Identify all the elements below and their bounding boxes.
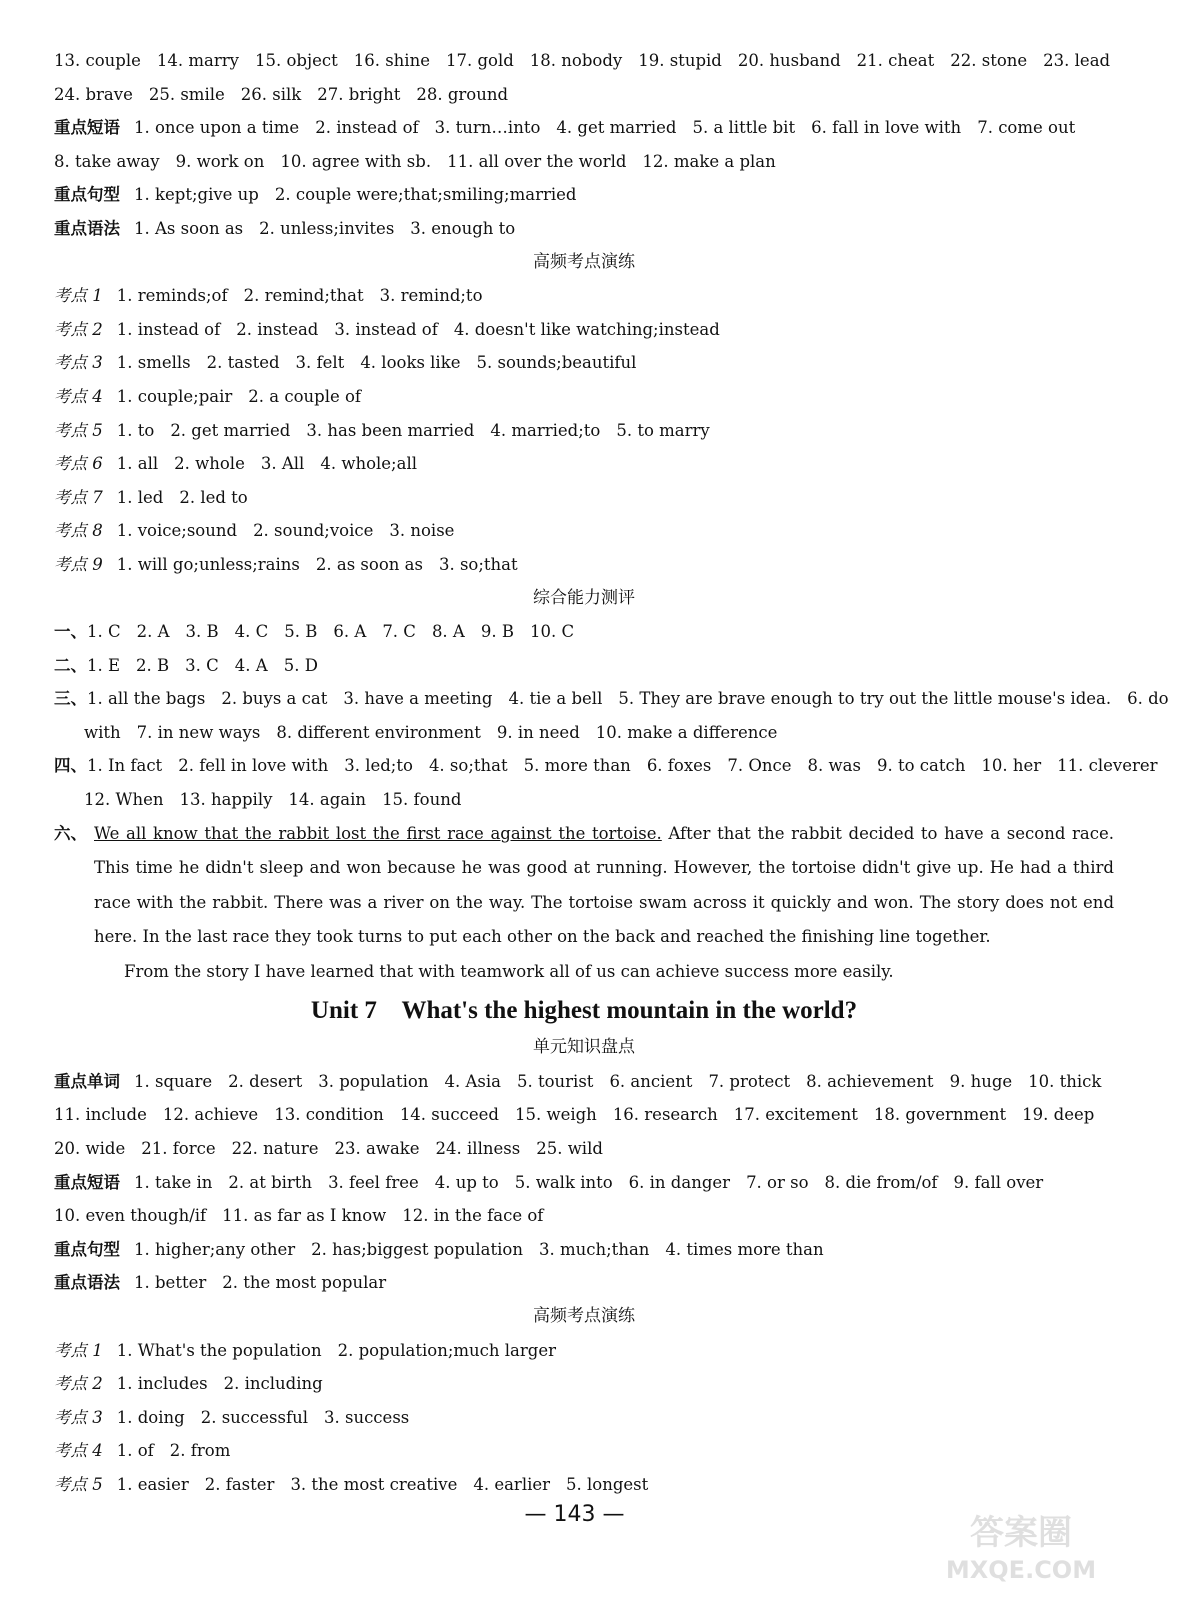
answer-item: 1. reminds;of (116, 286, 228, 306)
answer-item: 2. tasted (206, 353, 280, 373)
answer-item: 6. A (333, 622, 367, 642)
answer-item: 5. D (283, 655, 318, 675)
answer-item: 2. led to (179, 487, 248, 507)
kaodian-label: 考点 1 (54, 286, 103, 306)
answer-item: 5. longest (566, 1474, 649, 1494)
answer-item: 7. Once (727, 756, 792, 776)
phrases-line (54, 1166, 1114, 1200)
kaodian-row (54, 346, 1114, 380)
answer-item: 5. They are brave enough to try out the little mouse's idea. (618, 689, 1112, 709)
answer-item: 21. force (141, 1138, 216, 1158)
answer-item: 4. A (234, 655, 268, 675)
answer-item: 1. What's the population (116, 1340, 322, 1360)
part-three-cont (54, 716, 1114, 750)
answer-item: 5. a little bit (692, 118, 796, 138)
watermark-logo (921, 1506, 1121, 1586)
answer-item: 1. higher;any other (134, 1239, 296, 1259)
answer-item: 4. get married (556, 118, 677, 138)
answer-item: 2. whole (174, 454, 245, 474)
answer-item: 1. will go;unless;rains (116, 554, 300, 574)
unit-title: Unit 7 What's the highest mountain in the world? (310, 997, 858, 1025)
watermark-line2: MXQE.COM (945, 1556, 1097, 1584)
part-three (54, 682, 1169, 716)
answer-item: 12. When (84, 790, 164, 810)
section-tag: 重点语法 (54, 218, 120, 238)
kaodian-label: 考点 5 (54, 1474, 103, 1494)
answer-item: 7. or so (746, 1172, 809, 1192)
answer-list (87, 756, 1174, 775)
answer-item: 1. to (116, 420, 155, 440)
answer-item: 3. noise (389, 521, 455, 541)
part-label: 三、 (54, 689, 87, 709)
answer-item: 1. couple;pair (116, 386, 233, 406)
kaodian-row (54, 1434, 1114, 1468)
grammar-line (54, 1266, 1114, 1300)
answer-item: 1. take in (134, 1172, 213, 1192)
kaodian-label: 考点 7 (54, 487, 103, 507)
answer-item: 17. excitement (733, 1105, 858, 1125)
part-label: 四、 (54, 756, 87, 776)
answer-item: 5. more than (523, 756, 631, 776)
answer-item: 2. population;much larger (337, 1340, 556, 1360)
answer-item: 5. to marry (616, 420, 710, 440)
answer-item: 2. has;biggest population (311, 1239, 523, 1259)
answer-item: 1. includes (116, 1374, 208, 1394)
answer-item: 25. smile (148, 84, 225, 104)
kaodian-list (54, 1334, 1114, 1502)
section-tag: 重点语法 (54, 1273, 120, 1293)
grammar-line (54, 212, 1114, 246)
answer-item: 13. happily (179, 790, 273, 810)
essay-conclusion: From the story I have learned that with teamwork all of us can achieve success more easily. (124, 961, 894, 981)
answer-item: 3. so;that (438, 554, 518, 574)
answer-item: 2. desert (228, 1071, 303, 1091)
answer-item: 2. a couple of (248, 386, 362, 406)
answer-item: 3. C (185, 655, 219, 675)
answer-item: 1. As soon as (134, 218, 244, 238)
answer-item: 2. B (136, 655, 170, 675)
answer-item: 6. ancient (609, 1071, 693, 1091)
answer-item: 17. gold (445, 51, 514, 70)
answer-item: 9. B (480, 622, 514, 642)
answer-item: 3. remind;to (379, 286, 483, 306)
answer-item: 1. better (134, 1273, 207, 1293)
answer-item: 5. walk into (514, 1172, 613, 1192)
phrases-line (54, 1199, 1114, 1233)
answer-item: 8. die from/of (824, 1172, 938, 1192)
answer-item: 5. B (284, 622, 318, 642)
answer-item: 16. research (612, 1105, 718, 1125)
kaodian-row (54, 414, 1114, 448)
answer-item: 14. again (288, 790, 367, 810)
phrase-list (134, 118, 1091, 137)
sentences-line (54, 1233, 1114, 1267)
watermark-line1: 答案圈 (970, 1513, 1072, 1553)
answer-item: 7. protect (708, 1071, 791, 1091)
answer-item: 2. faster (204, 1474, 275, 1494)
answer-item: 6. foxes (646, 756, 712, 776)
kaodian-row (54, 1367, 1114, 1401)
section-tag: 重点句型 (54, 1239, 120, 1259)
answer-item: 1. all the bags (87, 689, 206, 709)
kaodian-label: 考点 9 (54, 554, 103, 574)
answer-item: 28. ground (416, 84, 509, 104)
answer-item: 22. nature (231, 1138, 319, 1158)
answer-item: 12. in the face of (402, 1206, 544, 1226)
answer-item: with (84, 722, 121, 742)
answer-item: 6. fall in love with (811, 118, 962, 138)
answer-item: 10. thick (1028, 1071, 1102, 1091)
answer-item: 2. including (223, 1374, 323, 1394)
answer-item: 10. agree with sb. (280, 151, 432, 171)
answer-item: 9. in need (496, 722, 580, 742)
kaodian-list (54, 279, 1114, 581)
sentences-line (54, 178, 1114, 212)
answer-item: 4. up to (434, 1172, 499, 1192)
kaodian-row (54, 548, 1114, 582)
answer-item: 10. C (529, 622, 575, 642)
part-label: 一、 (54, 622, 87, 642)
answer-item: 1. smells (116, 353, 191, 373)
answer-item: 2. as soon as (315, 554, 423, 574)
answer-item: 4. doesn't like watching;instead (453, 319, 720, 339)
answer-item: 5. tourist (516, 1071, 594, 1091)
answer-page (54, 44, 1169, 1501)
kaodian-label: 考点 2 (54, 319, 103, 339)
answer-item: 4. whole;all (320, 454, 417, 474)
section-tag: 重点短语 (54, 118, 120, 138)
section-heading: 单元知识盘点 (533, 1037, 635, 1058)
part-six (54, 817, 1114, 955)
part-four (54, 749, 1158, 783)
section-tag: 重点句型 (54, 185, 120, 205)
answer-item: 4. so;that (428, 756, 508, 776)
words-line (54, 1065, 1114, 1099)
answer-item: 1. of (116, 1441, 154, 1461)
answer-item: 2. A (136, 622, 170, 642)
answer-item: 1. all (116, 454, 159, 474)
answer-item: 2. get married (170, 420, 291, 440)
answer-item: 4. earlier (473, 1474, 551, 1494)
word-list (134, 1072, 1117, 1091)
answer-item: 10. make a difference (595, 722, 778, 742)
answer-item: 4. times more than (665, 1239, 824, 1259)
answer-item: 8. different environment (276, 722, 481, 742)
answer-item: 10. even though/if (54, 1206, 207, 1226)
answer-item: 2. instead (236, 319, 319, 339)
answer-item: 20. wide (54, 1138, 126, 1158)
answer-item: 14. marry (156, 51, 239, 70)
answer-item: 13. condition (274, 1105, 384, 1125)
kaodian-label: 考点 1 (54, 1340, 103, 1360)
part-two (54, 649, 1114, 683)
kaodian-label: 考点 3 (54, 353, 103, 373)
answer-item: 9. huge (949, 1071, 1013, 1091)
kaodian-label: 考点 2 (54, 1374, 103, 1394)
sentence-list (134, 1240, 840, 1259)
answer-item: 11. include (54, 1105, 147, 1125)
answer-item: 9. fall over (953, 1172, 1044, 1192)
answer-item: 11. as far as I know (222, 1206, 387, 1226)
answer-item: 3. feel free (328, 1172, 419, 1192)
answer-item: 3. the most creative (290, 1474, 458, 1494)
answer-item: 19. stupid (638, 51, 722, 70)
answer-item: 3. population (318, 1071, 429, 1091)
underlined-sentence: We all know that the rabbit lost the first race against the tortoise. (94, 823, 662, 843)
essay-text: After that the rabbit decided to have a second race. This time he didn't sleep and won because he was good at running. However, the tortoise didn't give up. He had a third race with the rabbit. There was a river on the way. The tortoise swam across it quickly and won. The story does not end here. In the last race they took turns to put each other on the back and reached the finishing line together. (94, 823, 1114, 947)
answer-item: 1. voice;sound (116, 521, 238, 541)
answer-item: 4. Asia (444, 1071, 501, 1091)
answer-item: 14. succeed (399, 1105, 499, 1125)
part-four-cont (54, 783, 1114, 817)
answer-item: 3. much;than (539, 1239, 650, 1259)
answer-item: 27. bright (317, 84, 401, 104)
section-tag: 重点单词 (54, 1071, 120, 1091)
answer-item: 1. C (87, 622, 121, 642)
kaodian-row (54, 313, 1114, 347)
kaodian-label: 考点 6 (54, 454, 103, 474)
answer-item: 19. deep (1022, 1105, 1095, 1125)
answer-item: 3. have a meeting (343, 689, 493, 709)
kaodian-row (54, 447, 1114, 481)
phrases-line (54, 111, 1114, 145)
answer-item: 6. in danger (628, 1172, 731, 1192)
answer-item: 4. looks like (360, 353, 461, 373)
answer-item: 7. C (382, 622, 416, 642)
words-line (54, 1132, 1114, 1166)
answer-item: 3. turn…into (434, 118, 541, 138)
kaodian-label: 考点 5 (54, 420, 103, 440)
answer-item: 1. easier (116, 1474, 189, 1494)
kaodian-label: 考点 3 (54, 1407, 103, 1427)
answer-list (87, 656, 334, 675)
answer-item: 2. couple were;that;smiling;married (274, 185, 577, 205)
answer-item: 3. All (260, 454, 305, 474)
answer-item: 15. object (254, 51, 338, 70)
answer-item: 1. instead of (116, 319, 221, 339)
answer-item: 3. success (323, 1407, 410, 1427)
answer-item: 12. make a plan (642, 151, 776, 171)
answer-item: 1. doing (116, 1407, 185, 1427)
answer-item: 3. enough to (410, 218, 516, 238)
answer-item: 4. C (234, 622, 269, 642)
phrase-list (134, 1173, 1059, 1192)
answer-item: 8. take away (54, 151, 160, 171)
answer-item: 18. nobody (529, 51, 623, 70)
kaodian-row (54, 380, 1114, 414)
section-heading: 高频考点演练 (533, 1305, 635, 1326)
answer-item: 7. in new ways (136, 722, 261, 742)
answer-item: 2. unless;invites (259, 218, 395, 238)
answer-item: 3. has been married (306, 420, 475, 440)
answer-item: 1. E (87, 655, 121, 675)
answer-item: 8. A (431, 622, 465, 642)
answer-item: 4. married;to (490, 420, 601, 440)
answer-item: 11. all over the world (447, 151, 627, 171)
section-tag: 重点短语 (54, 1172, 120, 1192)
kaodian-row (54, 1401, 1114, 1435)
answer-list (87, 689, 1185, 708)
answer-item: 8. achievement (806, 1071, 934, 1091)
answer-item: 1. kept;give up (134, 185, 259, 205)
answer-item: 2. buys a cat (221, 689, 328, 709)
answer-item: 25. wild (536, 1138, 603, 1158)
section-heading: 高频考点演练 (533, 251, 635, 272)
answer-item: 2. remind;that (243, 286, 364, 306)
answer-item: 15. weigh (514, 1105, 597, 1125)
sentence-list (134, 185, 592, 204)
answer-item: 11. cleverer (1057, 756, 1158, 776)
answer-item: 2. at birth (228, 1172, 313, 1192)
answer-item: 15. found (382, 790, 462, 810)
grammar-list (134, 219, 531, 238)
answer-item: 9. work on (175, 151, 265, 171)
answer-item: 8. was (807, 756, 861, 776)
words-line (54, 1098, 1114, 1132)
kaodian-row (54, 481, 1114, 515)
answer-item: 23. awake (334, 1138, 420, 1158)
answer-item: 24. illness (435, 1138, 521, 1158)
phrases-line (54, 145, 1114, 179)
answer-item: 1. led (116, 487, 164, 507)
kaodian-label: 考点 8 (54, 521, 103, 541)
answer-item: 1. square (134, 1071, 213, 1091)
answer-item: 2. from (169, 1441, 231, 1461)
answer-item: 13. couple (54, 51, 141, 70)
kaodian-row (54, 279, 1114, 313)
answer-item: 10. her (981, 756, 1042, 776)
answer-item: 3. felt (295, 353, 345, 373)
kaodian-row (54, 514, 1114, 548)
answer-item: 3. instead of (334, 319, 438, 339)
grammar-list (134, 1273, 402, 1292)
part-one (54, 615, 1114, 649)
answer-item: 3. B (185, 622, 219, 642)
answer-item: 6. do (1127, 689, 1169, 709)
answer-item: 26. silk (240, 84, 302, 104)
answer-item: 5. sounds;beautiful (476, 353, 637, 373)
part-label: 二、 (54, 655, 87, 675)
page-number: — 143 — (524, 1502, 625, 1527)
answer-item: 21. cheat (856, 51, 935, 70)
answer-item: 1. In fact (87, 756, 163, 776)
answer-item: 3. led;to (344, 756, 413, 776)
words-line (54, 44, 1114, 78)
answer-item: 2. sound;voice (253, 521, 374, 541)
answer-item: 1. once upon a time (134, 118, 300, 138)
answer-item: 18. government (873, 1105, 1007, 1125)
answer-item: 20. husband (737, 51, 841, 70)
answer-item: 2. instead of (315, 118, 419, 138)
answer-item: 4. tie a bell (508, 689, 603, 709)
part-label: 六、 (54, 823, 87, 843)
kaodian-row (54, 1334, 1114, 1368)
answer-item: 16. shine (353, 51, 430, 70)
answer-item: 7. come out (977, 118, 1076, 138)
answer-item: 9. to catch (876, 756, 966, 776)
kaodian-row (54, 1468, 1114, 1502)
answer-item: 23. lead (1043, 51, 1111, 70)
answer-item: 12. achieve (162, 1105, 259, 1125)
section-heading: 综合能力测评 (533, 587, 635, 608)
words-line (54, 78, 1114, 112)
answer-item: 22. stone (950, 51, 1028, 70)
answer-item: 24. brave (54, 84, 133, 104)
answer-item: 2. fell in love with (178, 756, 329, 776)
answer-item: 2. the most popular (222, 1273, 387, 1293)
answer-list (87, 622, 590, 641)
answer-item: 2. successful (200, 1407, 308, 1427)
kaodian-label: 考点 4 (54, 1441, 103, 1461)
kaodian-label: 考点 4 (54, 386, 103, 406)
